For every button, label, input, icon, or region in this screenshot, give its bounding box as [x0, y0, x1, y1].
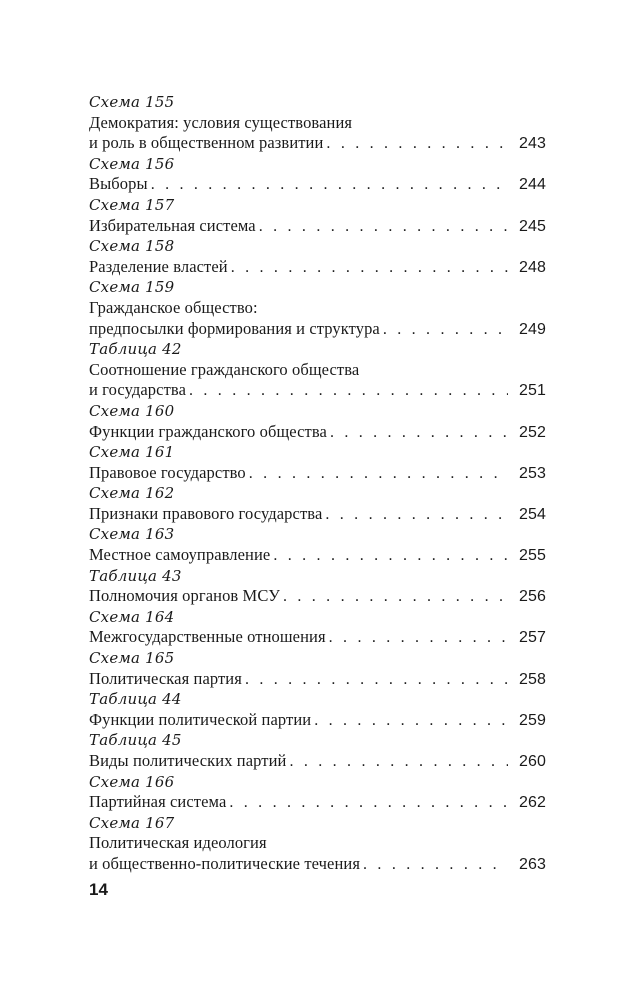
entry-title: Полномочия органов МСУ	[89, 586, 280, 606]
entry-label: Таблица 45	[89, 731, 182, 750]
entry-row[interactable]	[89, 422, 546, 443]
entry-row[interactable]	[89, 710, 546, 731]
entry-label: Схема 165	[89, 649, 175, 668]
entry-label: Схема 155	[89, 93, 175, 111]
entry-label: Схема 163	[89, 525, 175, 544]
dot-leader	[314, 711, 508, 731]
entry-page-number: 262	[519, 794, 546, 812]
dot-leader	[151, 175, 508, 195]
entry-title: Межгосударственные отношения	[89, 627, 326, 647]
entry-page-number: 257	[519, 629, 546, 647]
entry-row[interactable]	[89, 463, 546, 484]
entry-page-number: 260	[519, 753, 546, 770]
entry-row[interactable]	[89, 669, 546, 690]
dot-leader	[273, 546, 508, 566]
entry-page-number: 255	[519, 547, 546, 565]
entry-row[interactable]	[89, 257, 546, 278]
entry-label: Схема 162	[89, 484, 175, 503]
dot-leader	[289, 752, 508, 772]
entry-label: Схема 166	[89, 772, 175, 791]
toc-entry	[89, 772, 546, 813]
entry-row[interactable]	[89, 854, 546, 875]
entry-row[interactable]	[89, 792, 546, 813]
entry-title: Партийная система	[89, 792, 227, 812]
entry-row[interactable]	[89, 216, 546, 237]
toc-entry	[89, 339, 546, 401]
dot-leader	[249, 464, 508, 484]
entry-label: Схема 164	[89, 607, 175, 626]
toc-entry	[89, 195, 546, 236]
toc-entry	[89, 689, 546, 730]
entry-label: Таблица 44	[89, 690, 182, 709]
entry-label: Схема 157	[89, 195, 175, 214]
entry-row[interactable]	[89, 133, 546, 154]
entry-page-number: 251	[519, 382, 546, 400]
dot-leader	[326, 134, 508, 154]
entry-label: Схема 159	[89, 278, 175, 297]
entry-title: и общественно-политические течения	[89, 853, 361, 873]
entry-title-line: Политическая идеология	[89, 833, 267, 853]
toc-entry	[89, 648, 546, 689]
entry-page-number: 245	[519, 217, 546, 235]
dot-leader	[245, 670, 508, 690]
entry-title: Признаки правового государства	[89, 503, 323, 523]
toc-entry	[89, 483, 546, 524]
entry-page-number: 254	[519, 505, 546, 523]
entry-title: Функции гражданского общества	[89, 421, 327, 441]
entry-page-number: 249	[519, 320, 546, 338]
dot-leader	[189, 381, 508, 401]
entry-row[interactable]	[89, 380, 546, 401]
page-number: 14	[89, 880, 108, 899]
entry-title: предпосылки формирования и структура	[89, 318, 380, 338]
dot-leader	[383, 320, 508, 340]
entry-title: Местное самоуправление	[89, 545, 271, 565]
dot-leader	[363, 855, 508, 875]
entry-page-number: 248	[519, 258, 546, 276]
entry-title: Избирательная система	[89, 215, 256, 235]
entry-title: Политическая партия	[89, 668, 242, 688]
toc-entry	[89, 154, 546, 195]
entry-page-number: 253	[519, 464, 546, 482]
entry-title: Правовое государство	[89, 462, 246, 482]
entry-title: и роль в общественном развитии	[89, 133, 324, 153]
entry-label: Таблица 43	[89, 566, 182, 585]
toc-entry	[89, 442, 546, 483]
entry-row[interactable]	[89, 545, 546, 566]
entry-title: Функции политической партии	[89, 709, 312, 729]
dot-leader	[229, 793, 508, 813]
entry-page-number: 263	[519, 855, 546, 873]
entry-title: Выборы	[89, 174, 148, 194]
entry-page-number: 259	[519, 711, 546, 729]
table-of-contents	[89, 92, 546, 875]
entry-row[interactable]	[89, 586, 546, 607]
toc-entry	[89, 730, 546, 771]
entry-title: Виды политических партий	[89, 751, 287, 770]
entry-row[interactable]	[89, 627, 546, 648]
entry-row[interactable]	[89, 504, 546, 525]
toc-entry	[89, 401, 546, 442]
toc-entry	[89, 277, 546, 339]
toc-entry	[89, 813, 546, 875]
entry-label: Схема 156	[89, 154, 175, 173]
dot-leader	[259, 217, 508, 237]
entry-label: Схема 161	[89, 443, 175, 462]
entry-row[interactable]	[89, 319, 546, 340]
entry-page-number: 243	[519, 135, 546, 153]
entry-title-line: Демократия: условия существования	[89, 112, 353, 132]
toc-entry	[89, 566, 546, 607]
toc-entry	[89, 524, 546, 565]
entry-row[interactable]	[89, 174, 546, 195]
toc-entry	[89, 92, 546, 154]
entry-page-number: 256	[519, 588, 546, 606]
entry-title-line: Гражданское общество:	[89, 297, 258, 317]
entry-label: Схема 158	[89, 237, 175, 256]
dot-leader	[231, 258, 508, 278]
entry-row[interactable]	[89, 751, 546, 772]
entry-title-line: Соотношение гражданского общества	[89, 359, 360, 379]
entry-label: Схема 160	[89, 401, 175, 420]
entry-label: Схема 167	[89, 813, 175, 832]
dot-leader	[283, 587, 508, 607]
dot-leader	[329, 628, 508, 648]
entry-label: Таблица 42	[89, 340, 182, 359]
dot-leader	[325, 505, 508, 525]
dot-leader	[330, 423, 508, 443]
entry-title: и государства	[89, 380, 186, 400]
toc-entry	[89, 236, 546, 277]
entry-page-number: 244	[519, 176, 546, 194]
entry-page-number: 258	[519, 670, 546, 688]
toc-entry	[89, 607, 546, 648]
entry-page-number: 252	[519, 423, 546, 441]
entry-title: Разделение властей	[89, 256, 228, 276]
